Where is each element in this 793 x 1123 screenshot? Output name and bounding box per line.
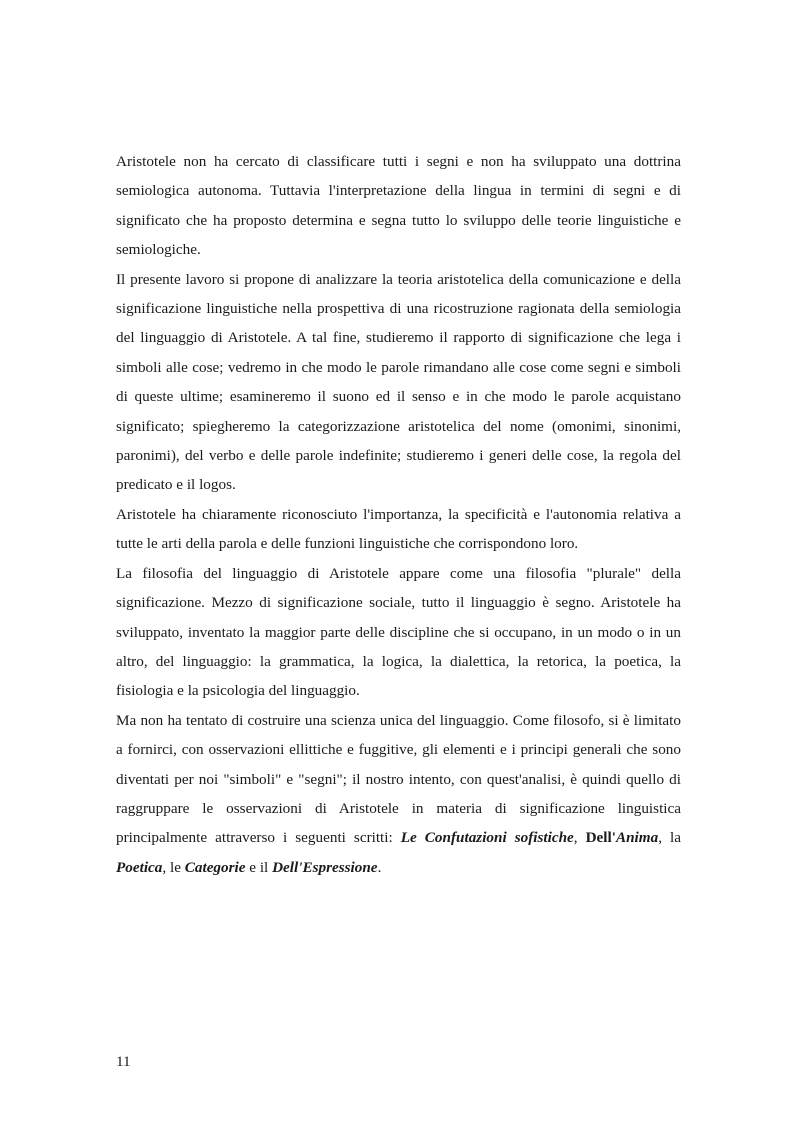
work-title-anima: Anima: [615, 829, 659, 847]
separator-2: , la: [658, 829, 681, 847]
paragraph-5-end: .: [377, 858, 382, 876]
separator-4: e il: [245, 858, 273, 876]
paragraph-5: [116, 706, 681, 882]
separator-1: ,: [573, 829, 586, 847]
page-number: 11: [116, 1053, 131, 1070]
paragraph-4: La filosofia del linguaggio di Aristotele appare come una filosofia "plurale" della significazione. Mezzo di significazione sociale, tutto il linguaggio è segno. Aristotele ha sviluppato, inventato la maggior parte delle discipline che si occupano, in un modo o in un altro, del linguaggio: la grammatica, la logica, la dialettica, la retorica, la poetica, la fisiologia e la psicologia del linguaggio.: [116, 564, 681, 700]
separator-3: , le: [162, 858, 185, 876]
work-title-poetica: Poetica: [116, 858, 163, 876]
paragraph-2: Il presente lavoro si propone di analizzare la teoria aristotelica della comunicazione e della significazione linguistiche nella prospettiva di una ricostruzione ragionata della semiologia del linguaggio di Aristotele. A tal fine, studieremo il rapporto di significazione che lega i simboli alle cose; vedremo in che modo le parole rimandano alle cose come segni e simboli di queste ultime; esamineremo il suono ed il senso e in che modo le parole acquistano significato; spiegheremo la categorizzazione aristotelica del nome (omonimi, sinonimi, paronimi), del verbo e delle parole indefinite; studieremo i generi delle cose, la regola del predicato e il logos.: [116, 270, 681, 494]
work-title-espressione: Dell'Espressione: [272, 858, 378, 876]
body-text: [116, 147, 681, 882]
paragraph-3: Aristotele ha chiaramente riconosciuto l'importanza, la specificità e l'autonomia relativa a tutte le arti della parola e delle funzioni linguistiche che corrispondono loro.: [116, 505, 681, 553]
work-title-categorie: Categorie: [184, 858, 246, 876]
paragraph-1: Aristotele non ha cercato di classificare tutti i segni e non ha sviluppato una dottrina semiologica autonoma. Tuttavia l'interpretazione della lingua in termini di segni e di significato che ha proposto determina e segna tutto lo sviluppo delle teorie linguistiche e semiologiche.: [116, 153, 681, 259]
work-title-anima-prefix: Dell': [585, 829, 616, 847]
work-title-confutazioni: Le Confutazioni sofistiche: [400, 829, 574, 847]
paragraph-5-lead: Ma non ha tentato di costruire una scienza unica del linguaggio. Come filosofo, si è limitato a fornirci, con osservazioni ellittiche e fuggitive, gli elementi e i principi generali che sono diventati per noi "simboli" e "segni"; il nostro intento, con quest'analisi, è quindi quello di raggruppare le osservazioni di Aristotele in materia di significazione linguistica principalmente attraverso i seguenti scritti:: [116, 711, 681, 847]
